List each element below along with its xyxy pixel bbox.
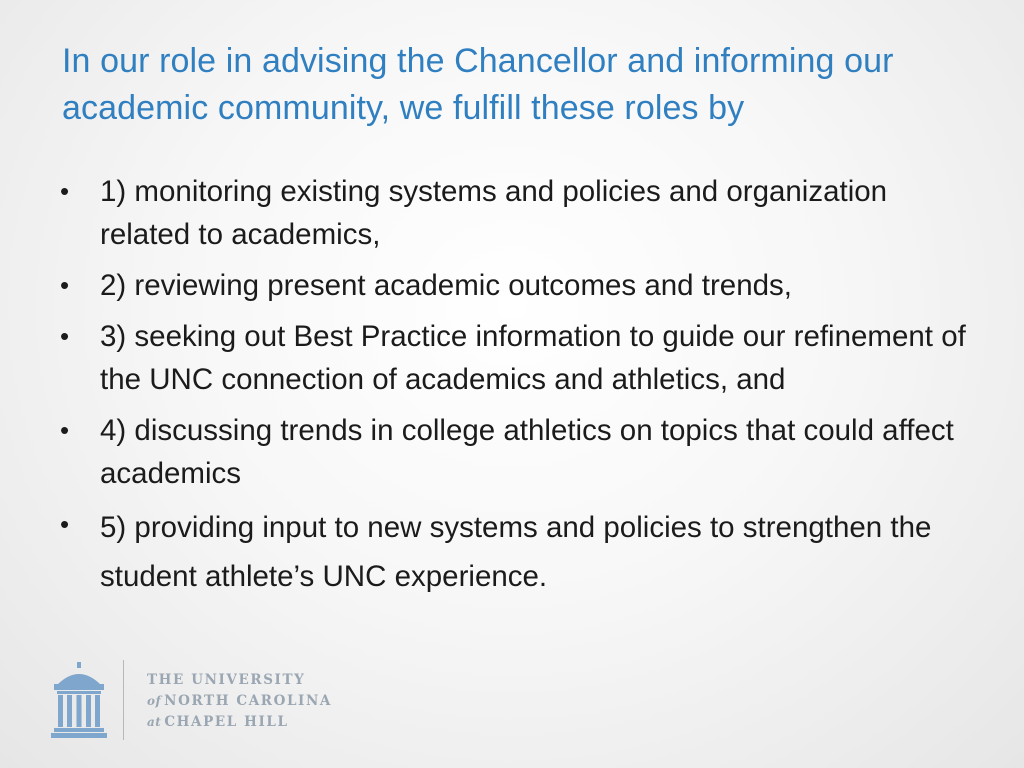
logo-line-3: at CHAPEL HILL: [147, 714, 289, 730]
bullet-item-4: [58, 409, 978, 495]
logo-divider: [123, 660, 124, 740]
bullet-dot: •: [60, 509, 70, 539]
bullet-item-3: [58, 315, 978, 401]
bullet-item-5: [58, 503, 978, 601]
bullet-text: 4) discussing trends in college athletics on topics that could affect academics: [100, 414, 954, 490]
bullet-text: 5) providing input to new systems and policies to strengthen the student athlete’s UNC experience.: [100, 511, 932, 593]
unc-logo: [50, 658, 350, 744]
bullet-dot: •: [60, 321, 70, 351]
bullet-item-1: [58, 170, 978, 256]
bullet-list: [58, 170, 978, 609]
bullet-text: 1) monitoring existing systems and policies and organization related to academics,: [100, 175, 888, 251]
logo-wordmark: [147, 670, 332, 733]
old-well-icon: [50, 662, 108, 738]
bullet-dot: •: [60, 270, 70, 300]
bullet-text: 2) reviewing present academic outcomes and trends,: [100, 269, 792, 302]
logo-line-2: of NORTH CAROLINA: [147, 693, 332, 709]
bullet-dot: •: [60, 415, 70, 445]
bullet-text: 3) seeking out Best Practice information to guide our refinement of the UNC connection of academics and athletics, and: [100, 320, 966, 396]
slide-title: In our role in advising the Chancellor and informing our academic community, we fulfill these roles by: [62, 42, 894, 127]
logo-line-1: THE UNIVERSITY: [147, 672, 306, 688]
bullet-dot: •: [60, 176, 70, 206]
bullet-item-2: [58, 264, 978, 307]
